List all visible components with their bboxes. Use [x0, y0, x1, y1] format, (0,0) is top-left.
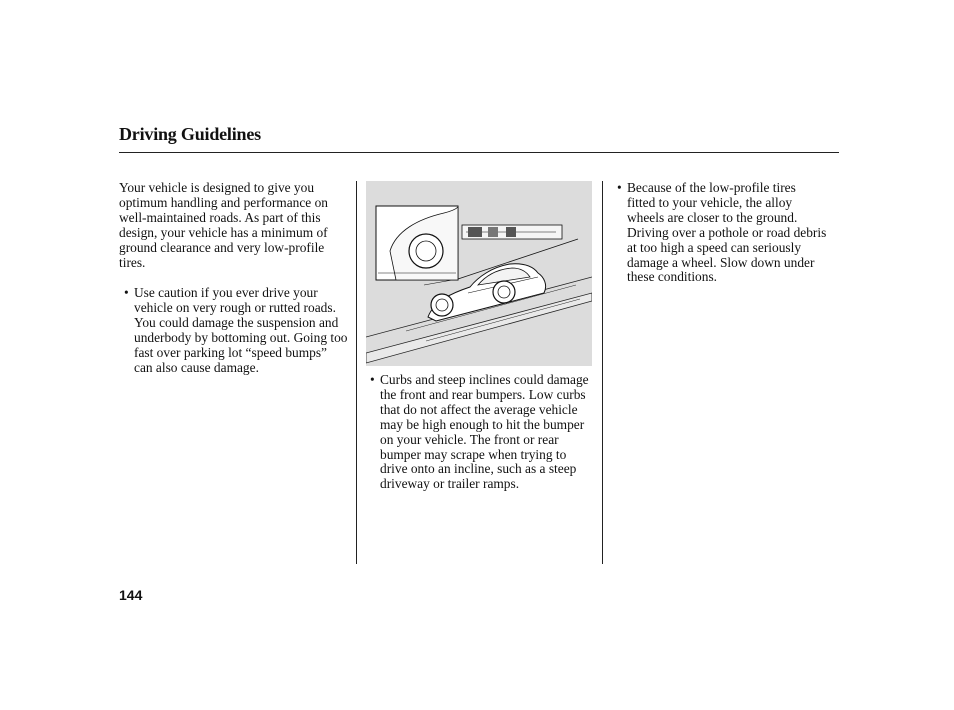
- left-bullet-text: Use caution if you ever drive your vehicle on very rough or rutted roads. You could damage the suspension and underbody by bottoming out. Going too fast over parking lot “speed bumps” can also cause damage.: [134, 285, 348, 375]
- middle-bullet-item: [370, 372, 594, 492]
- bullet-dot: •: [370, 372, 375, 387]
- column-divider-right: [602, 181, 603, 564]
- right-bullet-text: Because of the low-profile tires fitted to your vehicle, the alloy wheels are closer to the ground. Driving over a pothole or road debris at too high a speed can seriously damage a wheel. Slow down under these conditions.: [627, 180, 827, 285]
- middle-bullet-text: Curbs and steep inclines could damage the front and rear bumpers. Low curbs that do not affect the average vehicle may be high enough to hit the bumper on your vehicle. The front or rear bumper may scrape when trying to drive onto an incline, such as a steep driveway or trailer ramps.: [380, 372, 589, 492]
- right-bullet-item: [617, 180, 827, 285]
- left-intro-paragraph: Your vehicle is designed to give you optimum handling and performance on well-maintained roads. As part of this design, your vehicle has a minimum of ground clearance and very low-profile tires.: [119, 180, 328, 270]
- car-on-incline-illustration: [366, 181, 592, 366]
- bullet-dot: •: [617, 180, 622, 195]
- page-number: 144: [119, 587, 143, 603]
- left-bullet-item: [124, 285, 348, 375]
- bullet-dot: •: [124, 285, 129, 300]
- title-rule: [119, 152, 839, 153]
- column-divider-left: [356, 181, 357, 564]
- page-title: Driving Guidelines: [119, 124, 261, 144]
